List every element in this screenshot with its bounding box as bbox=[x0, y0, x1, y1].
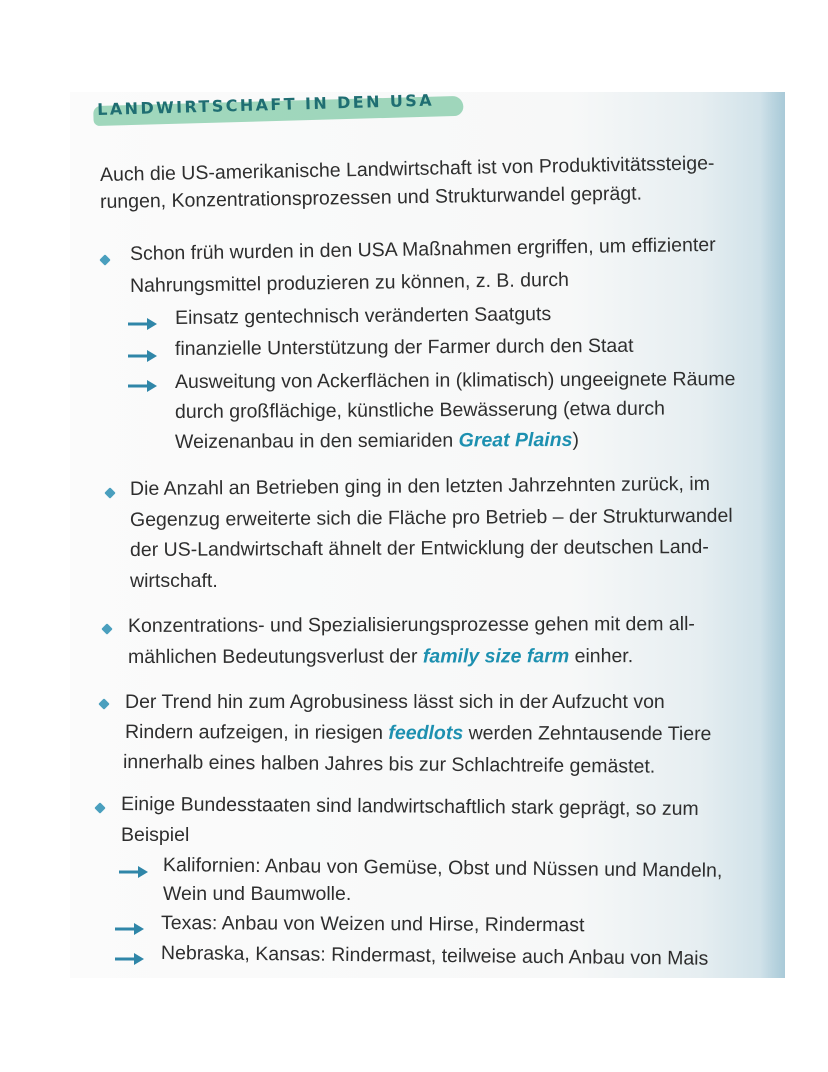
term-feedlots: feedlots bbox=[388, 721, 464, 745]
b3-line-1: Konzentrations- und Spezialisierungsprozesse gehen mit dem all- bbox=[127, 613, 695, 637]
b1-line-2: Nahrungsmittel produzieren zu können, z. B. durch bbox=[129, 268, 570, 297]
b3-text-end: einher. bbox=[569, 645, 634, 668]
b1-sub-3-close: ) bbox=[572, 428, 580, 451]
b3-line-2 bbox=[128, 644, 633, 669]
page-edge-shadow bbox=[760, 92, 785, 978]
right-arrow-icon bbox=[127, 380, 157, 392]
b1-sub-3-line-1: Ausweitung von Ackerflächen in (klimatisch) ungeeignete Räume bbox=[174, 368, 736, 393]
b1-line-1: Schon früh wurden in den USA Maßnahmen ergriffen, um effizienter bbox=[129, 233, 716, 265]
b5-sub-1-line-2: Wein und Baumwolle. bbox=[163, 883, 352, 905]
b5-line-1: Einige Bundesstaaten sind landwirtschaftlich stark geprägt, so zum bbox=[120, 793, 699, 821]
b2-line-1: Die Anzahl an Betrieben ging in den letzten Jahrzehnten zurück, im bbox=[129, 472, 711, 500]
b1-sub-2: finanzielle Unterstützung der Farmer durch den Staat bbox=[174, 334, 634, 360]
right-arrow-icon bbox=[114, 953, 144, 965]
right-arrow-icon bbox=[118, 866, 148, 878]
b5-sub-2: Texas: Anbau von Weizen und Hirse, Rindermast bbox=[160, 912, 585, 937]
b5-sub-3: Nebraska, Kansas: Rindermast, teilweise auch Anbau von Mais bbox=[160, 942, 709, 970]
b1-sub-3-line-3 bbox=[175, 428, 579, 454]
right-arrow-icon bbox=[127, 318, 157, 330]
b5-sub-1-line-1: Kalifornien: Anbau von Gemüse, Obst und Nüssen und Mandeln, bbox=[162, 854, 723, 882]
intro-line-2: rungen, Konzentrationsprozessen und Strukturwandel geprägt. bbox=[99, 182, 643, 213]
b2-line-3: der US-Landwirtschaft ähnelt der Entwicklung der deutschen Land- bbox=[129, 535, 709, 561]
b1-sub-3-text: Weizenanbau in den semiariden bbox=[174, 429, 459, 453]
right-arrow-icon bbox=[127, 350, 157, 362]
b3-text: mählichen Bedeutungsverlust der bbox=[127, 645, 423, 668]
intro-line-1: Auch die US-amerikanische Landwirtschaft ist von Produktivitätssteige- bbox=[99, 152, 715, 186]
b1-sub-3-line-2: durch großflächige, künstliche Bewässerung (etwa durch bbox=[174, 397, 665, 423]
b4-text-end: werden Zehntausende Tiere bbox=[463, 722, 712, 746]
b2-line-2: Gegenzug erweiterte sich die Fläche pro Betrieb – der Strukturwandel bbox=[129, 504, 733, 531]
term-family-size-farm: family size farm bbox=[422, 645, 570, 668]
b1-sub-1: Einsatz gentechnisch veränderten Saatguts bbox=[174, 303, 552, 329]
b4-line-2 bbox=[125, 720, 712, 746]
b5-line-2: Beispiel bbox=[121, 824, 190, 846]
b4-line-1: Der Trend hin zum Agrobusiness lässt sich in der Aufzucht von bbox=[125, 691, 665, 713]
right-arrow-icon bbox=[114, 923, 144, 935]
b4-line-3: innerhalb eines halben Jahres bis zur Schlachtreife gemästet. bbox=[122, 751, 656, 778]
term-great-plains: Great Plains bbox=[458, 428, 573, 452]
page-title: LANDWIRTSCHAFT IN DEN USA bbox=[97, 90, 435, 119]
b2-line-4: wirtschaft. bbox=[130, 570, 218, 592]
b4-text: Rindern aufzeigen, in riesigen bbox=[124, 721, 389, 744]
